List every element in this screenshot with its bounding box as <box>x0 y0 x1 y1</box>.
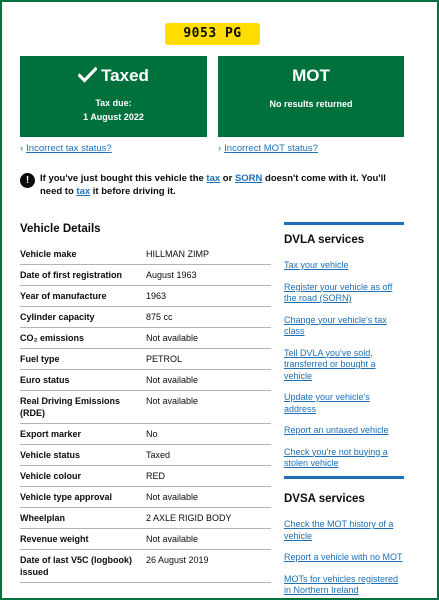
vehicle-details-heading: Vehicle Details <box>20 223 101 235</box>
mot-history-link[interactable]: Check the MOT history of a vehicle <box>284 519 394 541</box>
tax-due-date: 1 August 2022 <box>83 112 144 122</box>
tax-due-label: Tax due: <box>95 98 132 108</box>
table-row <box>20 445 271 466</box>
row-label: Date of first registration <box>20 265 146 286</box>
row-label: Export marker <box>20 424 146 445</box>
dvsa-services-panel <box>284 476 404 600</box>
warning-notice <box>20 172 405 198</box>
sorn-vehicle-link[interactable]: Register your vehicle as off the road (SORN) <box>284 281 393 303</box>
arrow-right-icon: › <box>218 143 222 154</box>
row-value: No <box>146 424 271 445</box>
row-label: Vehicle type approval <box>20 487 146 508</box>
table-row <box>20 529 271 550</box>
table-row <box>20 265 271 286</box>
row-value: 26 August 2019 <box>146 550 271 583</box>
row-label: Fuel type <box>20 349 146 370</box>
table-row <box>20 370 271 391</box>
check-stolen-link[interactable]: Check you're not buying a stolen vehicle <box>284 446 388 468</box>
dvla-services-heading: DVLA services <box>284 234 365 246</box>
warning-text: If you've just bought this vehicle the tax or SORN doesn't come with it. You'll need to tax it before driving it. <box>40 173 386 197</box>
registration-plate: 9053 PG <box>165 23 260 45</box>
row-value: 875 cc <box>146 307 271 328</box>
table-row <box>20 349 271 370</box>
tax-link-2[interactable]: tax <box>76 186 91 197</box>
sorn-link[interactable]: SORN <box>234 173 263 184</box>
table-row <box>20 391 271 424</box>
row-value: 1963 <box>146 286 271 307</box>
tell-dvla-sold-link[interactable]: Tell DVLA you've sold, transferred or bought a vehicle <box>284 347 376 381</box>
vehicle-details-table <box>20 244 271 583</box>
row-label: Vehicle colour <box>20 466 146 487</box>
row-value: Not available <box>146 529 271 550</box>
tax-link[interactable]: tax <box>206 173 221 184</box>
row-label: Euro status <box>20 370 146 391</box>
dvla-services-panel <box>284 222 404 480</box>
update-address-link[interactable]: Update your vehicle's address <box>284 392 370 414</box>
row-label: Date of last V5C (logbook) issued <box>20 550 146 583</box>
arrow-right-icon: › <box>20 143 24 154</box>
row-value: Taxed <box>146 445 271 466</box>
table-row <box>20 550 271 583</box>
table-row <box>20 466 271 487</box>
row-label: Cylinder capacity <box>20 307 146 328</box>
row-value: Not available <box>146 328 271 349</box>
row-label: Revenue weight <box>20 529 146 550</box>
report-untaxed-link[interactable]: Report an untaxed vehicle <box>284 425 389 435</box>
row-label: Real Driving Emissions (RDE) <box>20 391 146 424</box>
row-value: Not available <box>146 370 271 391</box>
table-row <box>20 244 271 265</box>
table-row <box>20 286 271 307</box>
row-value: PETROL <box>146 349 271 370</box>
table-row <box>20 424 271 445</box>
row-value: HILLMAN ZIMP <box>146 244 271 265</box>
row-label: Vehicle status <box>20 445 146 466</box>
row-label: CO₂ emissions <box>20 328 146 349</box>
row-label: Year of manufacture <box>20 286 146 307</box>
tax-status-panel <box>20 56 207 137</box>
table-row <box>20 307 271 328</box>
ni-mot-link[interactable]: MOTs for vehicles registered in Northern Ireland <box>284 573 399 595</box>
row-value: 2 AXLE RIGID BODY <box>146 508 271 529</box>
incorrect-tax-status-link[interactable]: › Incorrect tax status? <box>20 143 112 154</box>
dvsa-services-heading: DVSA services <box>284 493 365 505</box>
row-value: RED <box>146 466 271 487</box>
row-value: Not available <box>146 487 271 508</box>
table-row <box>20 487 271 508</box>
table-row <box>20 328 271 349</box>
mot-status-panel <box>218 56 404 137</box>
table-row <box>20 508 271 529</box>
row-label: Wheelplan <box>20 508 146 529</box>
row-label: Vehicle make <box>20 244 146 265</box>
change-tax-class-link[interactable]: Change your vehicle's tax class <box>284 314 387 336</box>
incorrect-mot-status-link[interactable]: › Incorrect MOT status? <box>218 143 318 154</box>
warning-icon: ! <box>20 173 35 188</box>
tick-icon <box>78 67 97 88</box>
row-value: August 1963 <box>146 265 271 286</box>
tax-status-title <box>20 66 207 88</box>
mot-status-message: No results returned <box>269 99 353 109</box>
mot-status-title: MOT <box>292 66 330 85</box>
tax-your-vehicle-link[interactable]: Tax your vehicle <box>284 260 349 270</box>
tax-status-text: Taxed <box>101 66 149 85</box>
row-value: Not available <box>146 391 271 424</box>
report-no-mot-link[interactable]: Report a vehicle with no MOT <box>284 552 403 562</box>
